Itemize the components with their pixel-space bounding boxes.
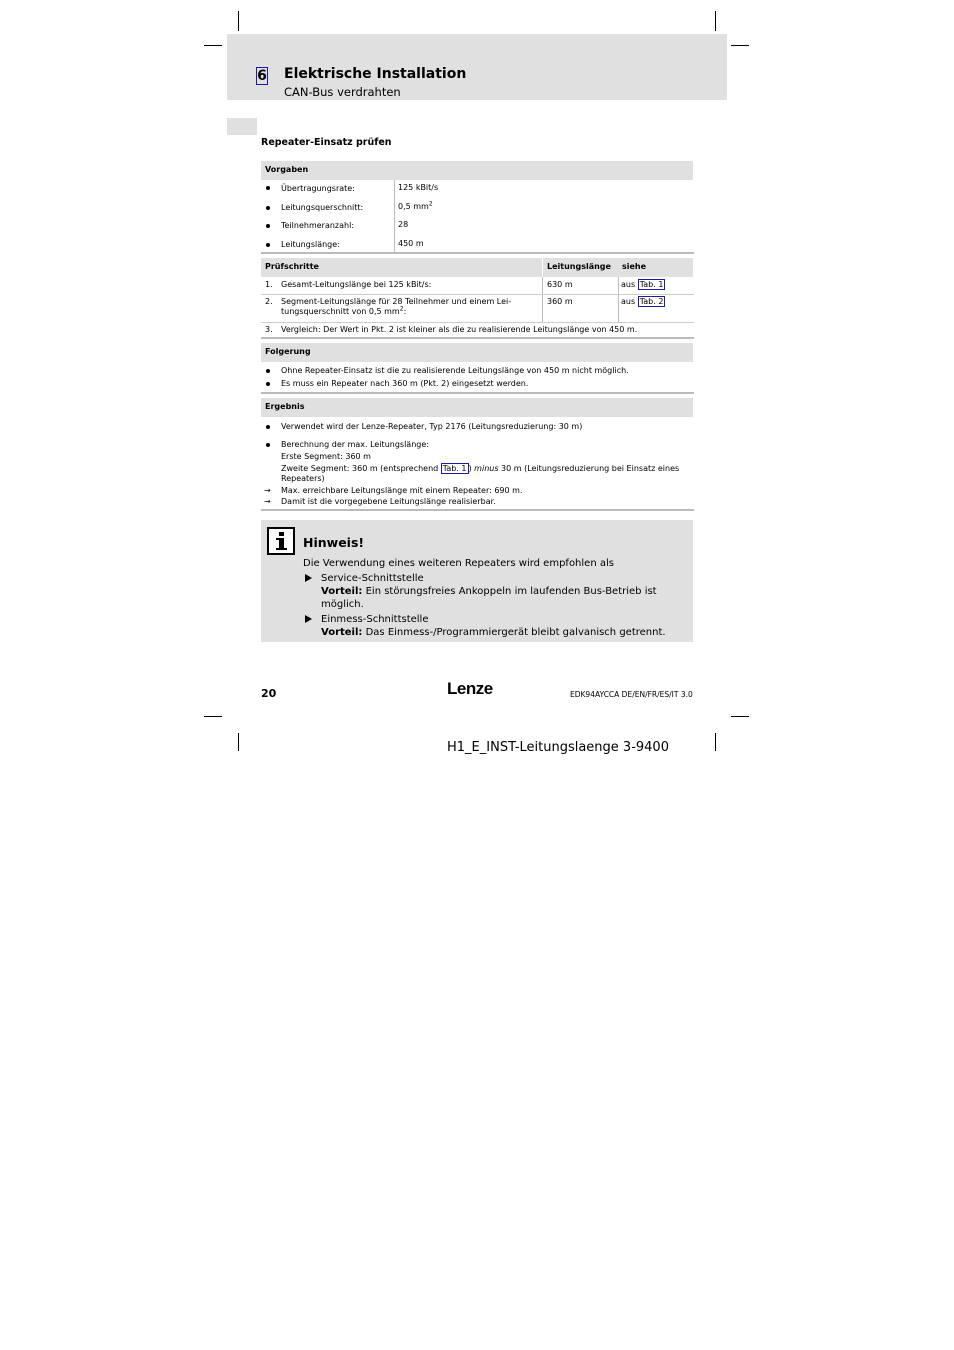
divider [261, 252, 694, 254]
step-number: 1. [265, 280, 273, 289]
divider [261, 322, 694, 323]
vorteil-text: Das Einmess-/Programmiergerät bleibt galvanisch getrennt. [362, 627, 666, 638]
arrow-icon: → [264, 497, 271, 506]
step-text: Vergleich: Der Wert in Pkt. 2 ist kleiner als die zu realisierende Leitungslänge von 450 m. [281, 325, 638, 334]
divider [618, 277, 619, 322]
lenze-logo: Lenze [447, 679, 493, 698]
folgerung-heading: Folgerung [261, 343, 693, 362]
step-text-part: : [403, 307, 407, 316]
crop-mark [731, 716, 749, 717]
hinweis-item-text: möglich. [321, 599, 364, 610]
hinweis-item-title: Service-Schnittstelle [321, 573, 424, 584]
crop-mark [238, 733, 239, 751]
divider [261, 392, 694, 394]
ref-prefix: aus [621, 297, 636, 306]
siehe-header: siehe [618, 258, 693, 277]
step-number: 2. [265, 297, 273, 306]
vorteil-label: Vorteil: [321, 586, 363, 597]
bullet-icon [266, 382, 270, 386]
bullet-icon [266, 243, 270, 247]
step-text [281, 307, 406, 317]
crop-mark [204, 45, 222, 46]
step-text: Segment-Leitungslänge für 28 Teilnehmer und einem Lei- [281, 297, 512, 306]
divider [261, 509, 694, 511]
divider [394, 180, 395, 252]
step-length: 630 m [547, 280, 573, 289]
folgerung-item: Ohne Repeater-Einsatz ist die zu realisierende Leitungslänge von 450 m nicht möglich. [281, 366, 629, 375]
crop-mark [731, 45, 749, 46]
vorteil-label: Vorteil: [321, 627, 363, 638]
vorgaben-value: 28 [398, 220, 409, 229]
text-part: Zweite Segment: 360 m (entsprechend [281, 464, 441, 473]
vorgaben-heading: Vorgaben [261, 161, 693, 180]
info-icon [267, 527, 295, 555]
ergebnis-item: Berechnung der max. Leitungslänge: [281, 440, 429, 449]
step-number: 3. [265, 325, 273, 334]
bullet-icon [266, 186, 270, 190]
vorgaben-value-text: 0,5 mm [398, 202, 429, 211]
bullet-icon [266, 369, 270, 373]
arrow-icon: → [264, 486, 271, 495]
vorgaben-label: Leitungslänge: [281, 240, 340, 249]
divider [542, 277, 543, 322]
step-ref [621, 297, 665, 307]
hinweis-intro: Die Verwendung eines weiteren Repeaters wird empfohlen als [303, 558, 614, 569]
pruefschritte-header: Prüfschritte [261, 258, 542, 277]
bullet-icon [266, 224, 270, 228]
text-part: ) [468, 464, 475, 473]
vorgaben-label: Leitungsquerschnitt: [281, 203, 364, 212]
bullet-icon [266, 443, 270, 447]
step-text-part: tungsquerschnitt von 0,5 mm [281, 307, 400, 316]
chapter-title: Elektrische Installation [284, 66, 467, 82]
ergebnis-result: Max. erreichbare Leitungslänge mit einem Repeater: 690 m. [281, 486, 523, 495]
minus-word: minus [474, 464, 499, 473]
crop-mark [715, 733, 716, 751]
document-id: EDK94AYCCA DE/EN/FR/ES/IT 3.0 [570, 690, 693, 699]
ergebnis-result: Damit ist die vorgegebene Leitungslänge realisierbar. [281, 497, 496, 506]
chapter-subtitle: CAN-Bus verdrahten [284, 85, 401, 99]
triangle-bullet-icon [305, 574, 312, 582]
leitungslaenge-header: Leitungslänge [543, 258, 618, 277]
tab1-link[interactable]: Tab. 1 [639, 280, 664, 289]
ergebnis-item: Erste Segment: 360 m [281, 452, 371, 461]
ref-prefix: aus [621, 280, 636, 289]
vorteil-text: Ein störungsfreies Ankoppeln im laufenden Bus-Betrieb ist [362, 586, 657, 597]
ergebnis-item: Repeaters) [281, 474, 325, 483]
crop-mark [204, 716, 222, 717]
file-name: H1_E_INST-Leitungslaenge 3-9400 [447, 740, 669, 755]
triangle-bullet-icon [305, 615, 312, 623]
ergebnis-item [281, 464, 679, 474]
step-length: 360 m [547, 297, 573, 306]
hinweis-item-text [321, 626, 666, 639]
tab2-link[interactable]: Tab. 2 [639, 297, 664, 306]
hinweis-title: Hinweis! [303, 535, 365, 550]
bullet-icon [266, 425, 270, 429]
folgerung-item: Es muss ein Repeater nach 360 m (Pkt. 2) eingesetzt werden. [281, 379, 529, 388]
section-title: Repeater-Einsatz prüfen [261, 137, 392, 148]
tab1-link[interactable]: Tab. 1 [442, 464, 467, 473]
ergebnis-heading: Ergebnis [261, 398, 693, 417]
text-part: 30 m (Leitungsreduzierung bei Einsatz eines [498, 464, 680, 473]
superscript: 2 [399, 305, 404, 313]
vorgaben-value: 125 kBit/s [398, 183, 439, 192]
chapter-number-link[interactable]: 6 [257, 68, 267, 84]
hinweis-item-title: Einmess-Schnittstelle [321, 614, 429, 625]
divider [261, 294, 694, 295]
crop-mark [238, 11, 239, 31]
vorgaben-label: Übertragungsrate: [281, 184, 355, 193]
vorgaben-label: Teilnehmeranzahl: [281, 221, 355, 230]
hinweis-item-text [321, 585, 657, 598]
superscript: 2 [428, 200, 433, 208]
crop-mark [715, 11, 716, 31]
step-text: Gesamt-Leitungslänge bei 125 kBit/s: [281, 280, 432, 289]
side-tab [227, 118, 257, 135]
step-ref [621, 280, 665, 290]
vorgaben-value: 450 m [398, 239, 424, 248]
ergebnis-item: Verwendet wird der Lenze-Repeater, Typ 2176 (Leitungsreduzierung: 30 m) [281, 422, 583, 431]
bullet-icon [266, 206, 270, 210]
page-number: 20 [261, 687, 277, 700]
divider [261, 337, 694, 339]
vorgaben-value [398, 202, 433, 212]
